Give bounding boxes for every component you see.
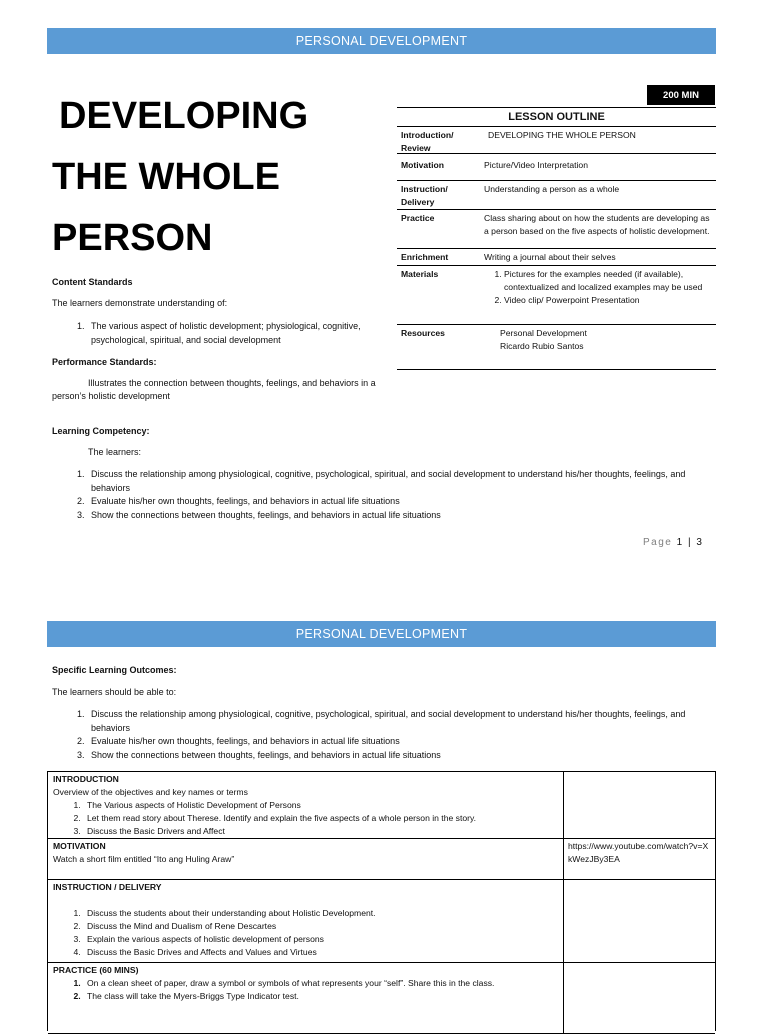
list-item: 1. The Various aspects of Holistic Development of Persons xyxy=(83,799,558,812)
lesson-outline-table xyxy=(397,107,716,370)
table-row-introduction xyxy=(48,772,715,839)
list-item: 4. Discuss the Basic Drives and Affects and Values and Virtues xyxy=(83,946,558,959)
section-text: Watch a short film entitled “Ito ang Huling Araw” xyxy=(53,854,235,864)
content-standards-heading: Content Standards xyxy=(52,277,133,287)
outline-key: Materials xyxy=(401,269,439,279)
table-cell xyxy=(48,839,564,879)
outline-value: Understanding a person as a whole xyxy=(484,184,620,194)
outline-value xyxy=(480,266,716,324)
document-page-2 xyxy=(0,596,768,1024)
list-item: 2. Evaluate his/her own thoughts, feelings, and behaviors in actual life situations xyxy=(87,495,692,509)
page-label: Page xyxy=(643,537,673,548)
table-cell xyxy=(564,963,715,1033)
table-cell xyxy=(564,880,715,962)
table-row-motivation xyxy=(48,839,715,880)
slo-heading: Specific Learning Outcomes: xyxy=(52,665,177,675)
table-row-practice xyxy=(48,963,715,1034)
title-line-2: THE WHOLE xyxy=(52,156,280,198)
outline-value: DEVELOPING THE WHOLE PERSON xyxy=(488,130,636,140)
outline-value xyxy=(480,325,716,369)
outline-key: Enrichment xyxy=(401,252,449,262)
learning-competency-heading: Learning Competency: xyxy=(52,426,150,436)
outline-value: Picture/Video Interpretation xyxy=(484,160,588,170)
outline-key: Practice xyxy=(401,213,435,223)
list-item xyxy=(83,990,558,1003)
page-header-banner: PERSONAL DEVELOPMENT xyxy=(47,621,716,647)
outline-row-resources xyxy=(397,325,716,369)
performance-standards-text: Illustrates the connection between thoughts, feelings, and behaviors in a person’s holistic development xyxy=(52,378,376,401)
title-line-3: PERSON xyxy=(52,217,213,259)
list-item: 3. Discuss the Basic Drivers and Affect xyxy=(83,825,558,838)
section-heading: INSTRUCTION / DELIVERY xyxy=(53,882,162,892)
outline-row-motivation xyxy=(397,154,716,181)
learning-competency-list xyxy=(52,468,692,522)
section-heading: MOTIVATION xyxy=(53,841,106,851)
outline-row-instruction xyxy=(397,181,716,210)
table-cell xyxy=(48,772,564,838)
section-heading: PRACTICE (60 MINS) xyxy=(53,965,139,975)
list-item: 1. Pictures for the examples needed (if available), contextualized and localized examples may be used xyxy=(504,268,712,294)
resource-line: Personal Development xyxy=(500,328,587,338)
lesson-plan-table xyxy=(47,771,716,1031)
learning-competency-intro: The learners: xyxy=(88,447,142,457)
outline-row-practice xyxy=(397,210,716,249)
lesson-outline-title: LESSON OUTLINE xyxy=(397,108,716,127)
outline-value: Class sharing about on how the students are developing as a person based on the five aspects of holistic development. xyxy=(484,213,710,236)
table-cell xyxy=(48,963,564,1033)
list-item: 2. Video clip/ Powerpoint Presentation xyxy=(504,294,712,307)
list-item: 3. Show the connections between thoughts, feelings, and behaviors in actual life situations xyxy=(87,509,692,523)
slo-intro: The learners should be able to: xyxy=(52,687,177,697)
performance-standards-heading: Performance Standards: xyxy=(52,357,157,367)
outline-key: Instruction/ Delivery xyxy=(401,184,448,207)
list-item: 3. Show the connections between thoughts, feelings, and behaviors in actual life situations xyxy=(87,749,692,763)
list-item: 1. Discuss the students about their understanding about Holistic Development. xyxy=(83,907,558,920)
resource-line: Ricardo Rubio Santos xyxy=(500,341,584,351)
outline-row-materials xyxy=(397,266,716,325)
table-cell xyxy=(564,772,715,838)
page-number xyxy=(643,537,703,548)
list-item: 2. Discuss the Mind and Dualism of Rene Descartes xyxy=(83,920,558,933)
duration-badge: 200 MIN xyxy=(647,85,715,105)
outline-key: Resources xyxy=(401,328,445,338)
list-item: 1. Discuss the relationship among physiological, cognitive, psychological, spiritual, and social development to understand his/her thoughts, feelings, and behaviors xyxy=(87,468,692,495)
list-item: 3. Explain the various aspects of holistic development of persons xyxy=(83,933,558,946)
table-cell xyxy=(48,880,564,962)
outline-key: Introduction/ Review xyxy=(401,130,454,153)
page-header-banner: PERSONAL DEVELOPMENT xyxy=(47,28,716,54)
list-item: 2. Evaluate his/her own thoughts, feelings, and behaviors in actual life situations xyxy=(87,735,692,749)
outline-value: Writing a journal about their selves xyxy=(484,252,616,262)
slo-list xyxy=(52,708,692,762)
list-item: 2. Let them read story about Therese. Identify and explain the five aspects of a whole person in the story. xyxy=(83,812,558,825)
table-row-instruction xyxy=(48,880,715,963)
list-item-text: On a clean sheet of paper, draw a symbol or symbols of what represents your “self”. Share this in the class. xyxy=(87,978,495,988)
title-line-1: DEVELOPING xyxy=(59,95,309,137)
document-title xyxy=(52,86,372,269)
outline-row-introduction xyxy=(397,127,716,154)
section-text: Overview of the objectives and key names or terms xyxy=(53,787,248,797)
outline-key: Motivation xyxy=(401,160,444,170)
list-item: 1. The various aspect of holistic development; physiological, cognitive, psychological, spiritual, and social development xyxy=(87,320,377,347)
content-standards-list xyxy=(52,320,377,347)
outline-row-enrichment xyxy=(397,249,716,266)
content-standards-intro: The learners demonstrate understanding of: xyxy=(52,298,228,308)
list-item: 1. Discuss the relationship among physiological, cognitive, psychological, spiritual, and social development to understand his/her thoughts, feelings, and behaviors xyxy=(87,708,692,735)
list-item-text: The class will take the Myers-Briggs Type Indicator test. xyxy=(87,991,299,1001)
section-heading: INTRODUCTION xyxy=(53,774,119,784)
list-item xyxy=(83,977,558,990)
video-link[interactable]: https://www.youtube.com/watch?v=XkWezJBy3EA xyxy=(568,841,709,864)
page-number-value: 1 | 3 xyxy=(676,537,704,548)
